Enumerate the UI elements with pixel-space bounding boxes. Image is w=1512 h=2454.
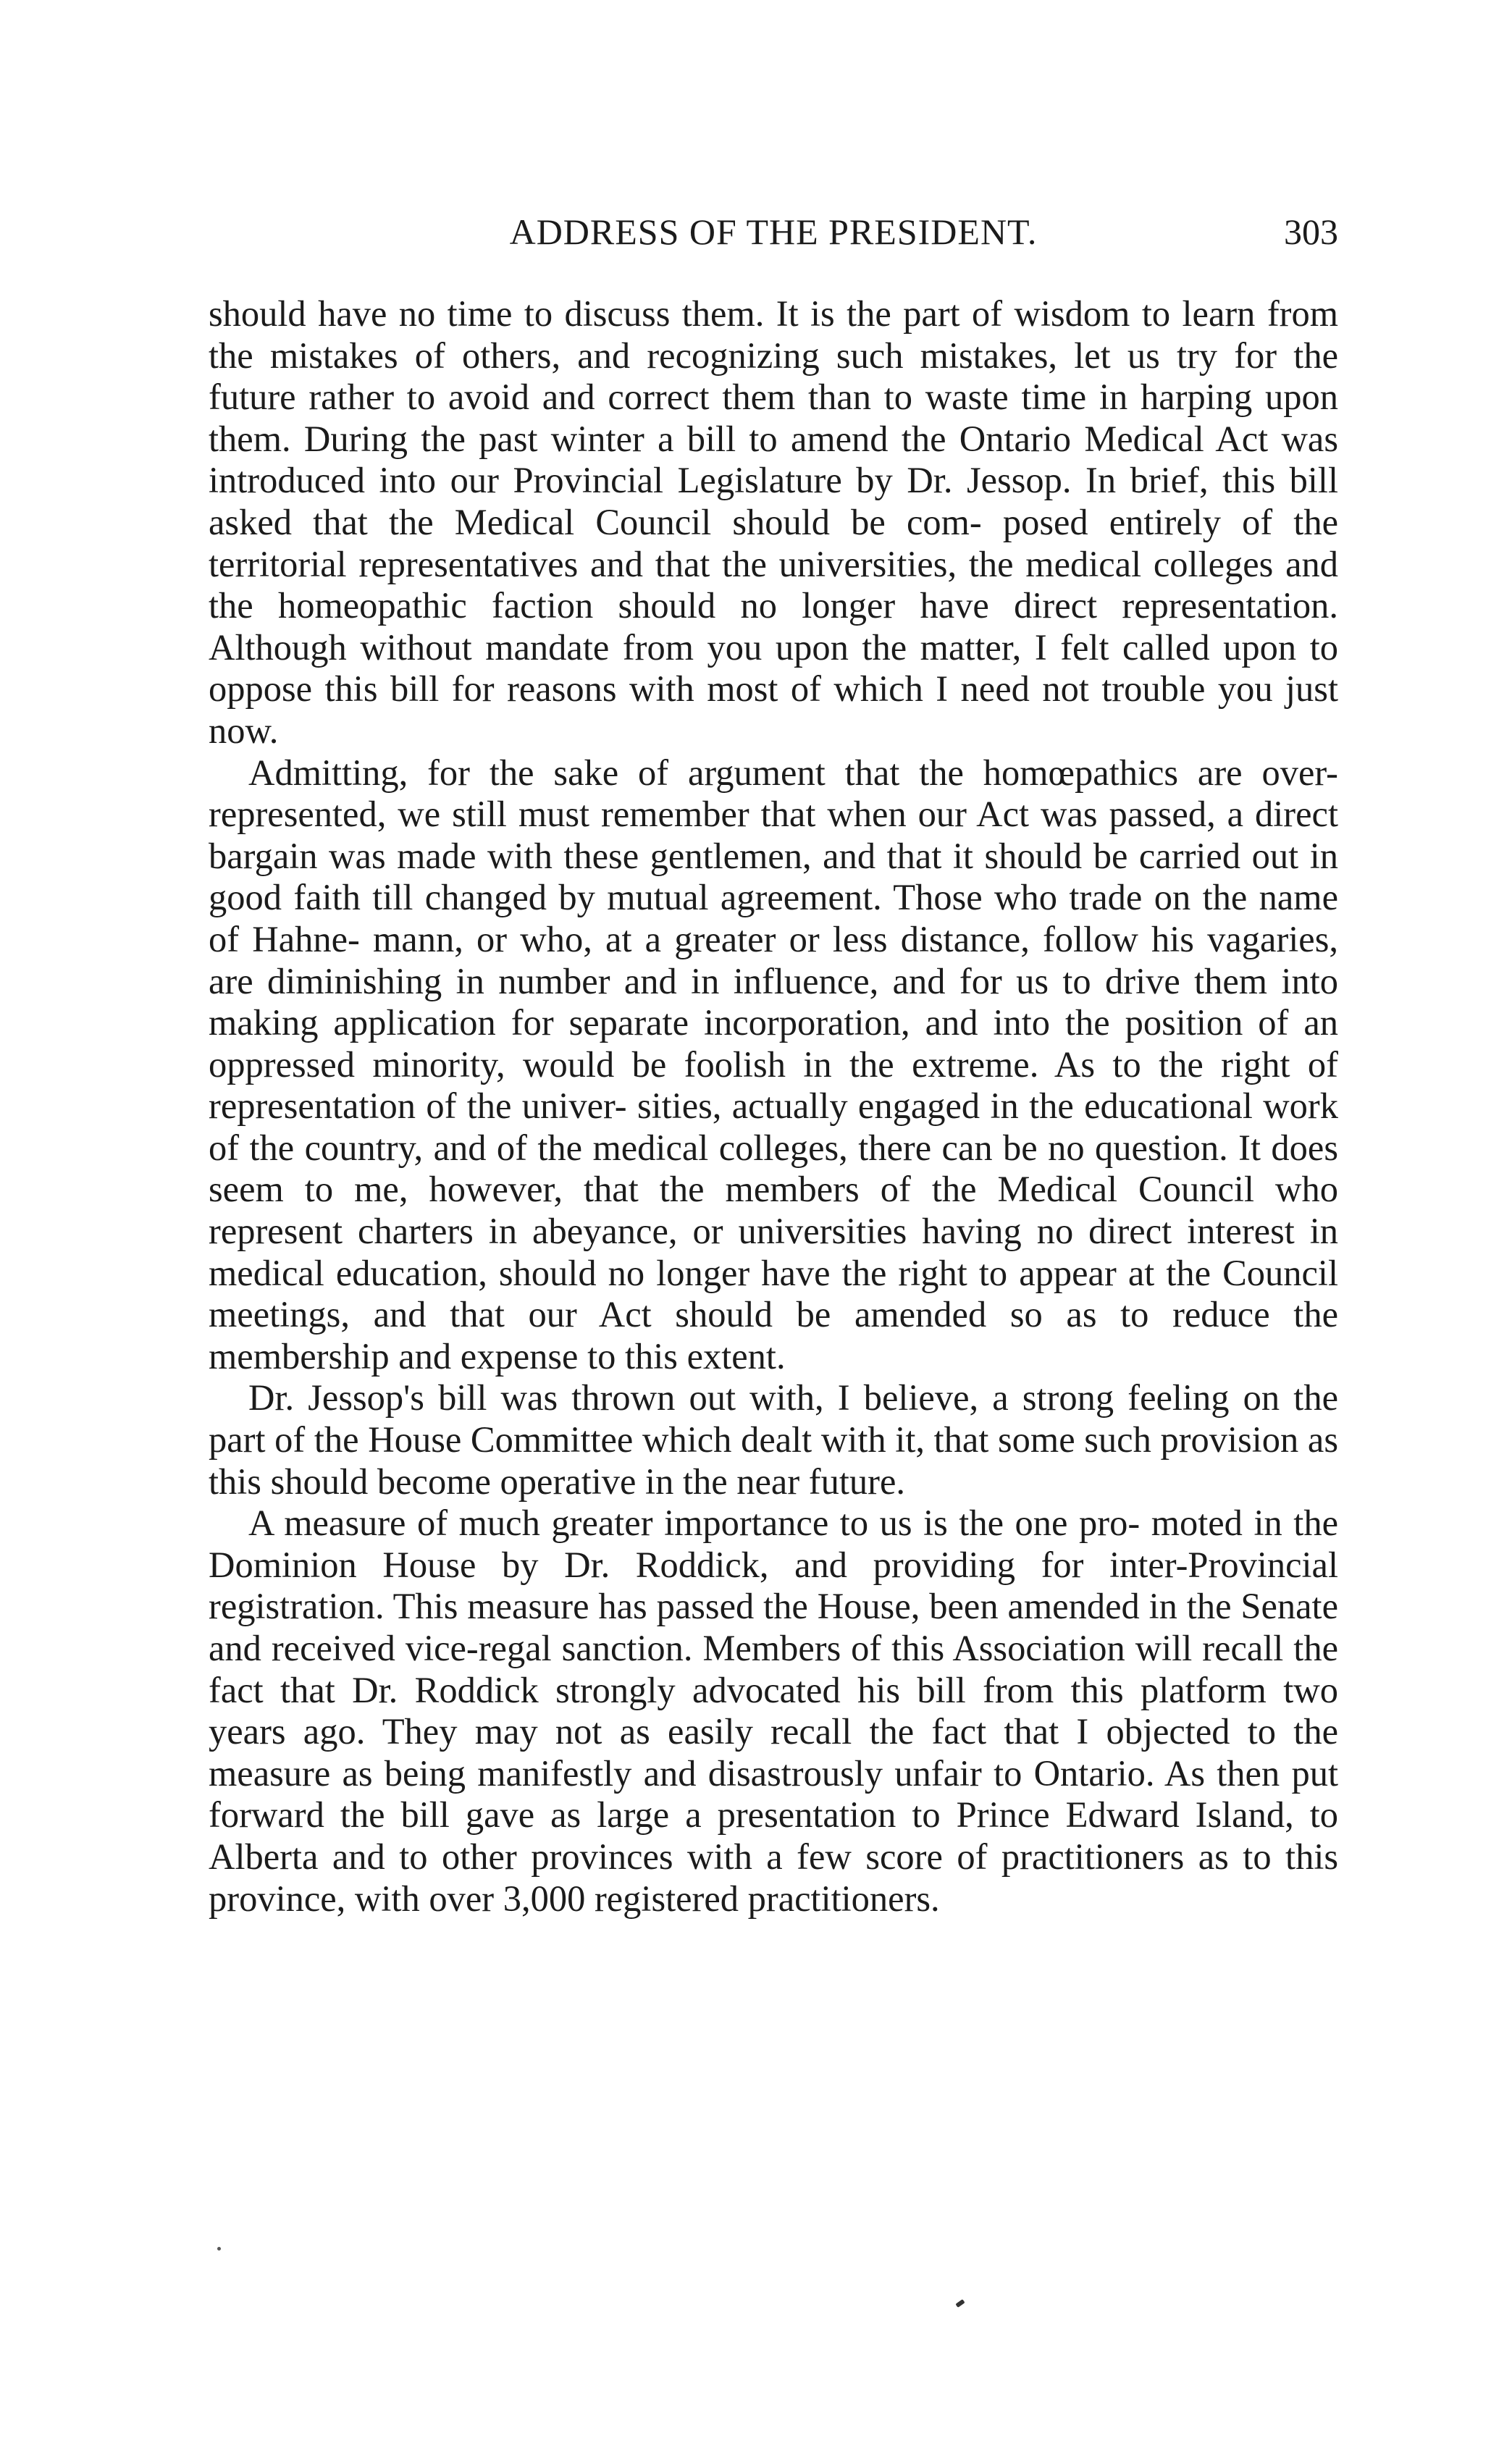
running-head	[209, 203, 1338, 261]
paragraph-4: A measure of much greater importance to us is the one pro- moted in the Dominion House by Dr. Roddick, and providing for inter-Provincial registration. This measure has passed the House, been amended in the Senate and received vice-regal sanction. Members of this Association will recall the fact that Dr. Roddick strongly advocated his bill from this platform two years ago. They may not as easily recall the fact that I objected to the measure as being manifestly and disastrously unfair to Ontario. As then put forward the bill gave as large a presentation to Prince Edward Island, to Alberta and to other provinces with a few score of practitioners as to this province, with over 3,000 registered practitioners.	[209, 1503, 1338, 1919]
ink-mark	[955, 2299, 965, 2308]
paragraph-3: Dr. Jessop's bill was thrown out with, I believe, a strong feeling on the part of the House Committee which dealt with it, that some such provision as this should become operative in the near future.	[209, 1377, 1338, 1502]
body-text	[209, 293, 1338, 1920]
paragraph-2: Admitting, for the sake of argument that the homœpathics are over-represented, we still must remember that when our Act was passed, a direct bargain was made with these gentlemen, and that it should be carried out in good faith till changed by mutual agreement. Those who trade on the name of Hahne- mann, or who, at a greater or less distance, follow his vagaries, are diminishing in number and in influence, and for us to drive them into making application for separate incorporation, and into the position of an oppressed minority, would be foolish in the extreme. As to the right of representation of the univer- sities, actually engaged in the educational work of the country, and of the medical colleges, there can be no question. It does seem to me, however, that the members of the Medical Council who represent charters in abeyance, or universities having no direct interest in medical education, should no longer have the right to appear at the Council meetings, and that our Act should be amended so as to reduce the membership and expense to this extent.	[209, 752, 1338, 1377]
page-number: 303	[1284, 211, 1338, 252]
ink-speck	[217, 2247, 221, 2251]
paragraph-1: should have no time to discuss them. It is the part of wisdom to learn from the mistakes of others, and recognizing such mistakes, let us try for the future rather to avoid and correct them than to waste time in harping upon them. During the past winter a bill to amend the Ontario Medical Act was introduced into our Provincial Legislature by Dr. Jessop. In brief, this bill asked that the Medical Council should be com- posed entirely of the territorial representatives and that the universities, the medical colleges and the homeopathic faction should no longer have direct representation. Although without mandate from you upon the matter, I felt called upon to oppose this bill for reasons with most of which I need not trouble you just now.	[209, 293, 1338, 751]
running-title: ADDRESS OF THE PRESIDENT.	[509, 211, 1038, 252]
